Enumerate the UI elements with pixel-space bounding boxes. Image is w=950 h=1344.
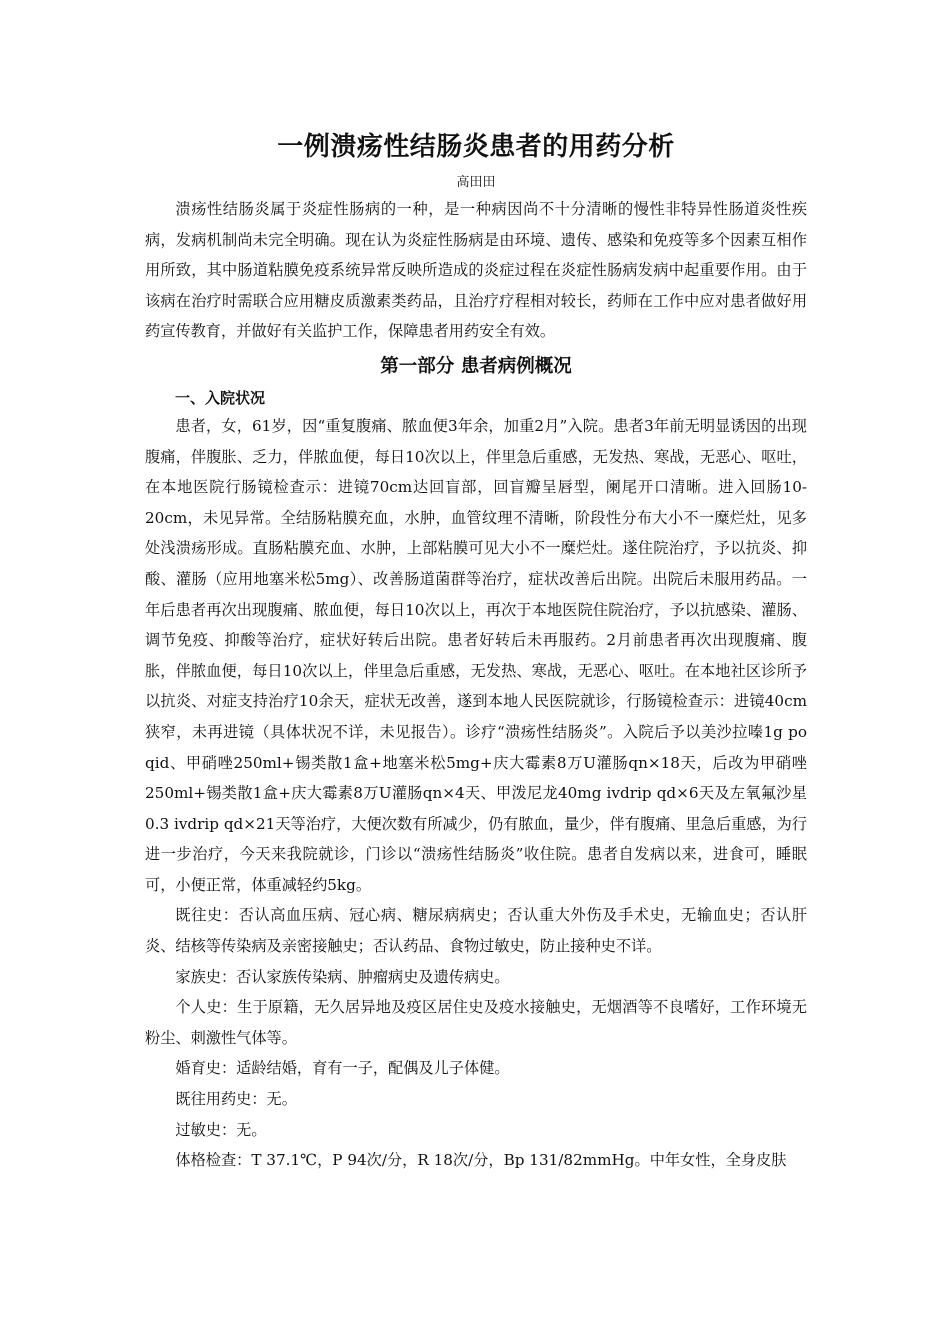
physical-exam-paragraph: 体格检查：T 37.1℃，P 94次/分，R 18次/分，Bp 131/82mmHg。中年女性，全身皮肤 bbox=[175, 1151, 787, 1170]
section-title: 第一部分 患者病例概况 bbox=[380, 355, 572, 377]
past-history-paragraph: 既往史：否认高血压病、冠心病、糖尿病病史；否认重大外伤及手术史，无输血史；否认肝炎、结核等传染病及亲密接触史；否认药品、食物过敏史，防止接种史不详。 bbox=[145, 906, 807, 956]
admission-paragraph: 患者，女，61岁，因“重复腹痛、脓血便3年余，加重2月”入院。患者3年前无明显诱因的出现腹痛，伴腹胀、乏力，伴脓血便，每日10次以上，伴里急后重感，无发热、寒战，无恶心、呕吐，在本地医院行肠镜检查示：进镜70cm达回盲部，回盲瓣呈唇型，阑尾开口清晰。进入回肠10-20cm，未见异常。全结肠粘膜充血，水肿，血管纹理不清晰，阶段性分布大小不一糜烂灶，见多处浅溃疡形成。直肠粘膜充血、水肿，上部粘膜可见大小不一糜烂灶。遂住院治疗，予以抗炎、抑酸、灌肠（应用地塞米松5mg）、改善肠道菌群等治疗，症状改善后出院。出院后未服用药品。一年后患者再次出现腹痛、脓血便，每日10次以上，再次于本地医院住院治疗，予以抗感染、灌肠、调节免疫、抑酸等治疗，症状好转后出院。患者好转后未再服药。2月前患者再次出现腹痛、腹胀，伴脓血便，每日10次以上，伴里急后重感，无发热、寒战，无恶心、呕吐。在本地社区诊所予以抗炎、对症支持治疗10余天，症状无改善，遂到本地人民医院就诊，行肠镜检查示：进镜40cm狭窄，未再进镜（具体状况不详，未见报告）。诊疗“溃疡性结肠炎”。入院后予以美沙拉嗪1g po qid、甲硝唑250ml+锡类散1盒+地塞米松5mg+庆大霉素8万U灌肠qn×18天，后改为甲硝唑250ml+锡类散1盒+庆大霉素8万U灌肠qn×4天、甲泼尼龙40mg ivdrip qd×6天及左氧氟沙星0.3 ivdrip qd×21天等治疗，大便次数有所减少，仍有脓血，量少，伴有腹痛、里急后重感，为行进一步治疗，今天来我院就诊，门诊以“溃疡性结肠炎”收住院。患者自发病以来，进食可，睡眠可，小便正常，体重减轻约5kg。 bbox=[145, 416, 807, 894]
intro-paragraph: 溃疡性结肠炎属于炎症性肠病的一种，是一种病因尚不十分清晰的慢性非特异性肠道炎性疾病，发病机制尚未完全明确。现在认为炎症性肠病是由环境、遗传、感染和免疫等多个因素互相作用所致，其中肠道粘膜免疫系统异常反映所造成的炎症过程在炎症性肠病发病中起重要作用。由于该病在治疗时需联合应用糖皮质激素类药品，且治疗疗程相对较长，药师在工作中应对患者做好用药宣传教育，并做好有关监护工作，保障患者用药安全有效。 bbox=[145, 200, 807, 341]
personal-history-paragraph: 个人史：生于原籍，无久居异地及疫区居住史及疫水接触史，无烟酒等不良嗜好，工作环境无粉尘、刺激性气体等。 bbox=[145, 998, 807, 1047]
allergy-history-paragraph: 过敏史：无。 bbox=[175, 1120, 267, 1139]
document-page bbox=[145, 124, 807, 1176]
marital-history-paragraph: 婚育史：适龄结婚，育有一子，配偶及儿子体健。 bbox=[175, 1059, 510, 1078]
author-name: 高田田 bbox=[456, 175, 496, 190]
family-history-paragraph: 家族史：否认家族传染病、肿瘤病史及遗传病史。 bbox=[175, 967, 510, 986]
subsection-title: 一、入院状况 bbox=[175, 388, 266, 407]
document-title: 一例溃疡性结肠炎患者的用药分析 bbox=[277, 132, 675, 162]
medication-history-paragraph: 既往用药史：无。 bbox=[175, 1090, 297, 1109]
